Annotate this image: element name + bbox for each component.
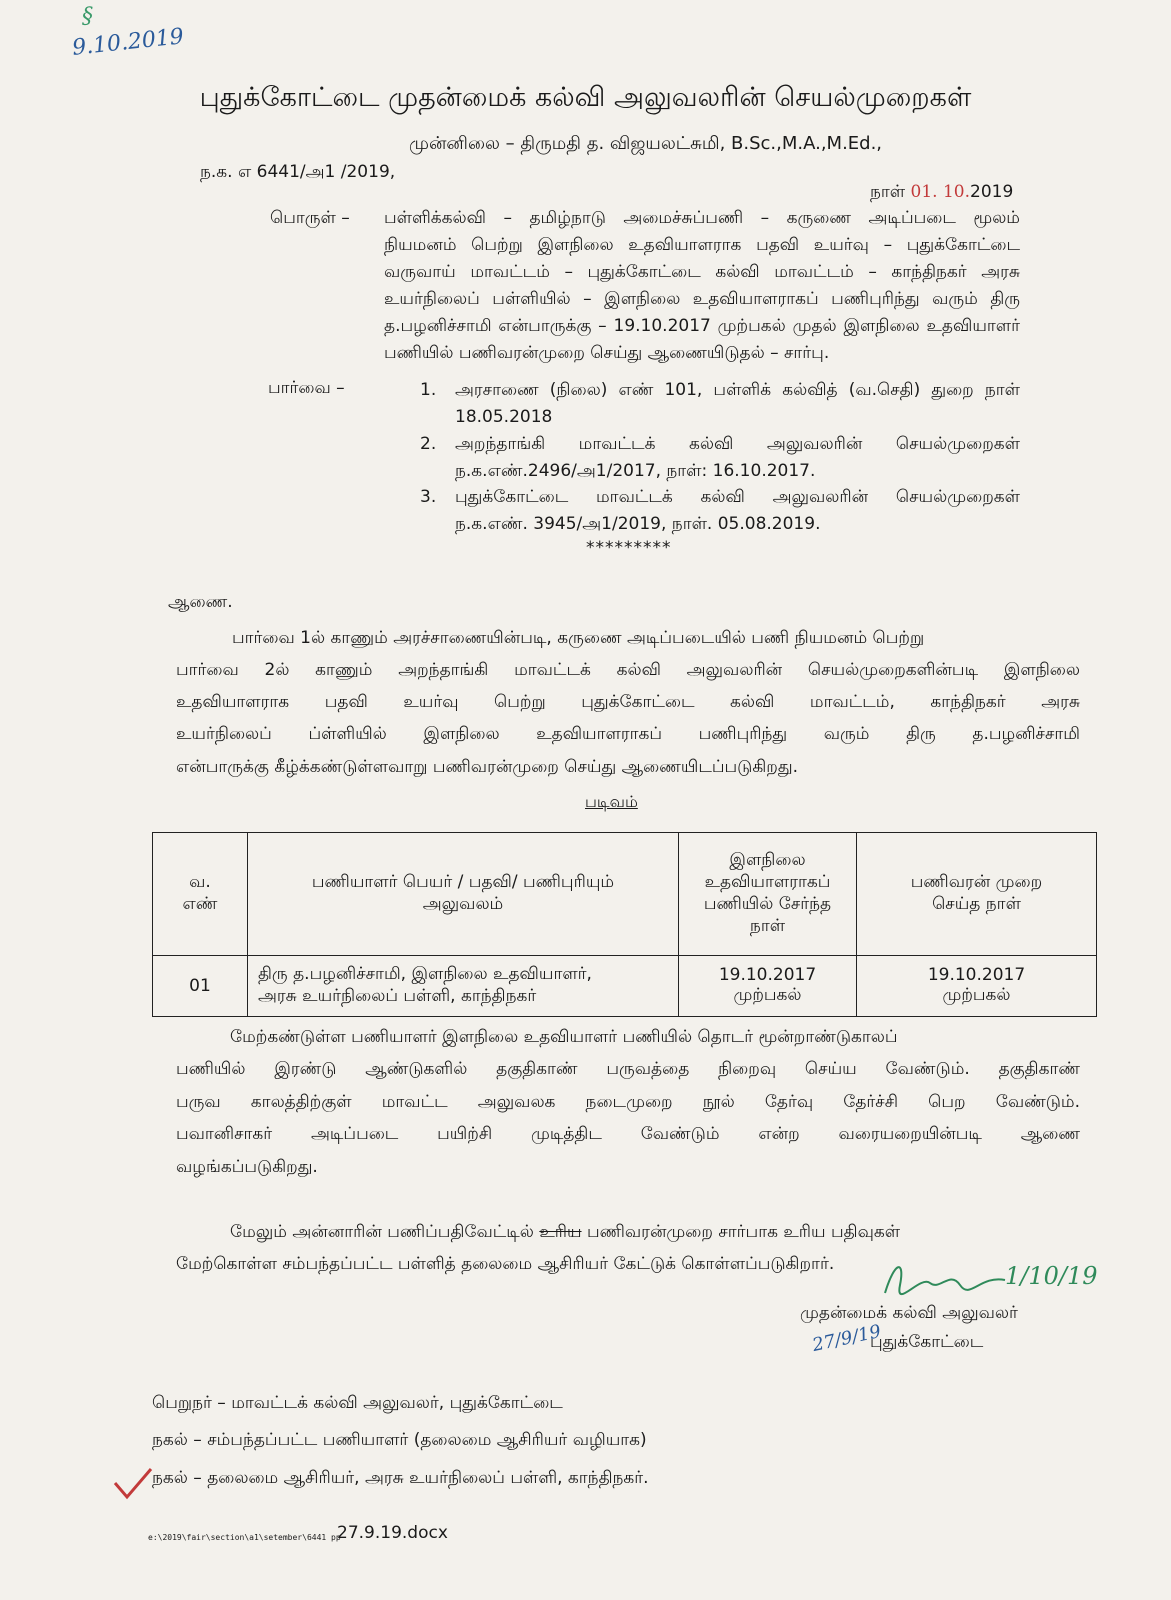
distribution-line: நகல் – சம்பந்தப்பட்ட பணியாளர் (தலைமை ஆசிரியர் வழியாக) xyxy=(152,1430,647,1450)
table-header: பணிவரன் முறை செய்த நாள் xyxy=(857,833,1097,956)
table-header: வ. எண் xyxy=(153,833,248,956)
table-cell: 19.10.2017 முற்பகல் xyxy=(679,956,857,1017)
reference-line: புதுக்கோட்டை மாவட்டக் கல்வி அலுவலரின் செயல்முறைகள் xyxy=(455,487,1020,507)
date-label: நாள் xyxy=(870,182,906,202)
table-header: இளநிலை உதவியாளராகப் பணியில் சேர்ந்த நாள் xyxy=(679,833,857,956)
page-title: புதுக்கோட்டை முதன்மைக் கல்வி அலுவலரின் செயல்முறைகள் xyxy=(199,82,972,113)
date-handwritten: 01. 10. xyxy=(910,182,971,202)
order-para-line: பார்வை 2ல் காணும் அறந்தாங்கி மாவட்டக் கல்வி அலுவலரின் செயல்முறைகளின்படி இளநிலை xyxy=(176,660,1080,680)
subject-label: பொருள் – xyxy=(270,208,350,228)
date-year: 2019 xyxy=(970,182,1014,202)
order-date xyxy=(870,182,1013,204)
file-name: 27.9.19.docx xyxy=(337,1523,448,1543)
signatory-place: புதுக்கோட்டை xyxy=(870,1332,984,1352)
handwritten-mark-icon: § xyxy=(82,4,93,29)
distribution-line: பெறுநர் – மாவட்டக் கல்வி அலுவலர், புதுக்கோட்டை xyxy=(152,1393,563,1413)
handwritten-top-date: 9.10.2019 xyxy=(71,24,185,61)
signatory-designation: முதன்மைக் கல்வி அலுவலர் xyxy=(800,1303,1018,1323)
checkmark-icon xyxy=(113,1465,153,1501)
table-cell: 19.10.2017 முற்பகல் xyxy=(857,956,1097,1017)
conditions-para-line: வழங்கப்படுகிறது. xyxy=(176,1157,318,1177)
table-header: பணியாளர் பெயர் / பதவி/ பணிபுரியும் அலுவலம் xyxy=(248,833,679,956)
reference-num: 1. xyxy=(420,380,437,400)
conditions-para-line: பருவ காலத்திற்குள் மாவட்ட அலுவலக நடைமுறை நூல் தேர்வு தேர்ச்சி பெற வேண்டும். xyxy=(176,1092,1080,1112)
reference-line: 18.05.2018 xyxy=(455,407,553,427)
signature-date: 1/10/19 xyxy=(1005,1262,1098,1290)
reference-line: ந.க.எண். 3945/அ1/2019, நாள். 05.08.2019. xyxy=(455,514,821,534)
conditions-para-line: மேற்கண்டுள்ள பணியாளர் இளநிலை உதவியாளர் பணியில் தொடர் மூன்றாண்டுகாலப் xyxy=(230,1027,898,1047)
conditions-para-line: பணியில் இரண்டு ஆண்டுகளில் தகுதிகாண் பருவத்தை நிறைவு செய்ய வேண்டும். தகுதிகாண் xyxy=(176,1059,1080,1079)
reference-line: அறந்தாங்கி மாவட்டக் கல்வி அலுவலரின் செயல்முறைகள் xyxy=(455,434,1020,454)
conditions-para-line: பவானிசாகர் அடிப்படை பயிற்சி முடித்திட வேண்டும் என்ற வரையறையின்படி ஆணை xyxy=(176,1124,1080,1144)
table-cell: 01 xyxy=(153,956,248,1017)
references-label: பார்வை – xyxy=(268,378,345,398)
records-para-line: மேற்கொள்ள சம்பந்தப்பட்ட பள்ளித் தலைமை ஆசிரியர் கேட்டுக் கொள்ளப்படுகிறார். xyxy=(176,1254,835,1274)
subject-line: வருவாய் மாவட்டம் – புதுக்கோட்டை கல்வி மாவட்டம் – காந்திநகர் அரசு xyxy=(384,262,1020,282)
distribution-line: நகல் – தலைமை ஆசிரியர், அரசு உயர்நிலைப் பள்ளி, காந்திநகர். xyxy=(152,1468,649,1488)
regularisation-table xyxy=(152,832,1097,1017)
order-heading: ஆணை. xyxy=(168,592,233,612)
subject-line: உயர்நிலைப் பள்ளியில் – இளநிலை உதவியாளராகப் பணிபுரிந்து வரும் திரு xyxy=(384,289,1020,309)
order-para-line: என்பாருக்கு கீழ்க்கண்டுள்ளவாறு பணிவரன்முறை செய்து ஆணையிடப்படுகிறது. xyxy=(176,757,798,777)
table-row xyxy=(153,956,1097,1017)
presiding-officer: முன்னிலை – திருமதி த. விஜயலட்சுமி, B.Sc.,M.A.,M.Ed., xyxy=(408,133,883,154)
order-para-line: பார்வை 1ல் காணும் அரச்சாணையின்படி, கருணை அடிப்படையில் பணி நியமனம் பெற்று xyxy=(232,628,925,648)
initial-date: 27/9/19 xyxy=(810,1321,883,1356)
reference-line: ந.க.எண்.2496/அ1/2017, நாள்: 16.10.2017. xyxy=(455,461,816,481)
subject-line: பள்ளிக்கல்வி – தமிழ்நாடு அமைச்சுப்பணி – கருணை அடிப்படை மூலம் xyxy=(384,208,1020,228)
reference-line: அரசாணை (நிலை) எண் 101, பள்ளிக் கல்வித் (வ.செதி) துறை நாள் xyxy=(455,380,1020,400)
reference-number: ந.க. எ 6441/அ1 /2019, xyxy=(200,162,396,182)
table-cell: திரு த.பழனிச்சாமி, இளநிலை உதவியாளர், அரசு உயர்நிலைப் பள்ளி, காந்திநகர் xyxy=(248,956,679,1017)
table-header-row xyxy=(153,833,1097,956)
subject-line: த.பழனிச்சாமி என்பாருக்கு – 19.10.2017 முற்பகல் முதல் இளநிலை உதவியாளர் xyxy=(384,316,1020,336)
file-path: e:\2019\fair\section\a1\setember\6441 pp xyxy=(148,1533,341,1542)
subject-line: நியமனம் பெற்று இளநிலை உதவியாளராக பதவி உயர்வு – புதுக்கோட்டை xyxy=(384,235,1020,255)
separator-stars: ********* xyxy=(586,538,672,558)
order-para-line: உதவியாளராக பதவி உயர்வு பெற்று புதுக்கோட்டை கல்வி மாவட்டம், காந்திநகர் அரசு xyxy=(176,692,1080,712)
subject-line: பணியில் பணிவரன்முறை செய்து ஆணையிடுதல் – சார்பு. xyxy=(384,343,830,363)
reference-num: 3. xyxy=(420,487,437,507)
form-label: படிவம் xyxy=(585,792,638,811)
order-para-line: உயர்நிலைப் ப்ள்ளியில் இளநிலை உதவியாளராகப் பணிபுரிந்து வரும் திரு த.பழனிச்சாமி xyxy=(176,724,1080,744)
signature-icon xyxy=(880,1255,1010,1305)
records-para-line: மேலும் அன்னாரின் பணிப்பதிவேட்டில் உரிய பணிவரன்முறை சார்பாக உரிய பதிவுகள் xyxy=(230,1222,901,1242)
reference-num: 2. xyxy=(420,434,437,454)
struck-word: உரிய xyxy=(539,1222,582,1242)
